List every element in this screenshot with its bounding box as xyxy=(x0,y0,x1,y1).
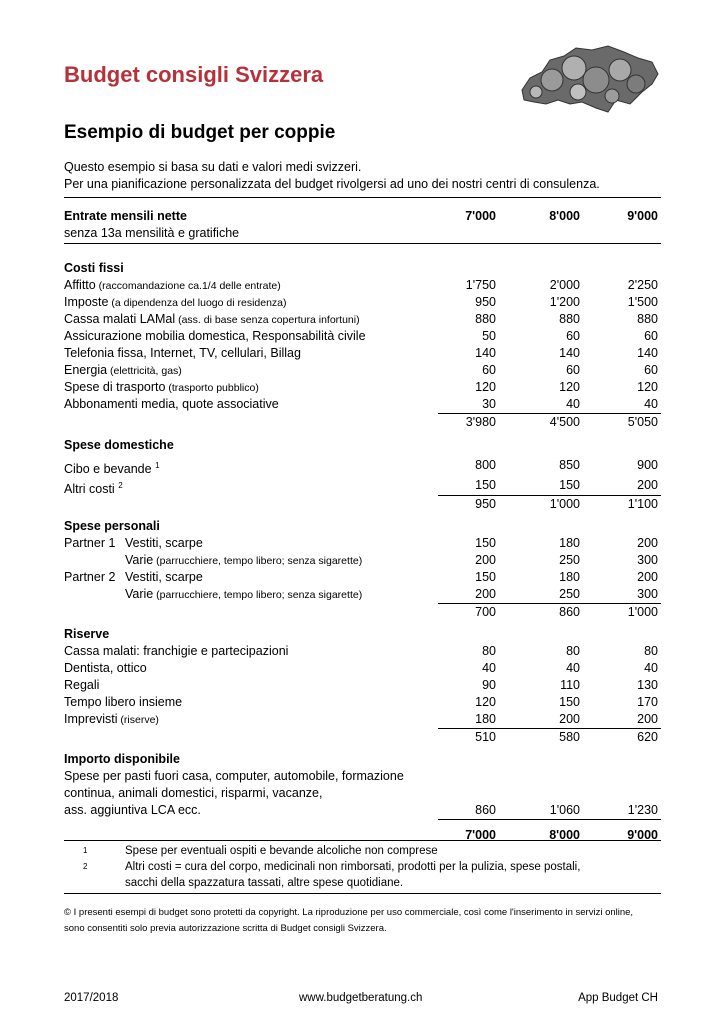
footnote-ref: 2 xyxy=(118,481,123,490)
row-value: 110 xyxy=(560,678,580,692)
row-value: 800 xyxy=(475,458,496,472)
row-value: 40 xyxy=(566,397,580,411)
subtotal-row xyxy=(438,413,661,431)
row-value: 200 xyxy=(637,712,658,726)
intro-line: Questo esempio si basa su dati e valori medi svizzeri. xyxy=(64,160,362,174)
partner-label: Partner 1 xyxy=(64,536,116,550)
row-note: (riserve) xyxy=(117,714,159,726)
row-value: 60 xyxy=(566,329,580,343)
budget-row xyxy=(64,643,661,660)
row-label: Cibo e bevande xyxy=(64,462,152,477)
row-note: (a dipendenza del luogo di residenza) xyxy=(108,297,287,309)
brand-title: Budget consigli Svizzera xyxy=(64,62,324,87)
subtotal-value: 860 xyxy=(559,605,580,619)
row-label: Energia xyxy=(64,363,108,377)
row-value: 150 xyxy=(559,695,580,709)
row-value: 880 xyxy=(637,312,658,326)
row-value: 40 xyxy=(566,661,580,675)
subtotal-value: 1'000 xyxy=(549,497,580,511)
row-value: 80 xyxy=(482,644,496,658)
row-label: Vestiti, scarpe xyxy=(125,570,203,584)
row-value: 200 xyxy=(637,478,658,492)
budget-row xyxy=(64,586,661,603)
swiss-coins-map-icon xyxy=(512,42,662,114)
budget-row xyxy=(64,711,661,728)
row-note: (elettricità, gas) xyxy=(107,365,182,377)
income-sub: senza 13a mensilità e gratifiche xyxy=(64,226,240,240)
row-value: 880 xyxy=(475,312,496,326)
row-value: 150 xyxy=(559,478,580,492)
row-label: Assicurazione mobilia domestica, Responsabilità civile xyxy=(64,329,366,343)
section-heading: Spese personali xyxy=(64,519,160,533)
footer-url[interactable]: www.budgetberatung.ch xyxy=(299,992,423,1004)
income-sub-row xyxy=(64,225,661,242)
row-value: 120 xyxy=(559,380,580,394)
row-value: 140 xyxy=(475,346,496,360)
footnote xyxy=(64,859,661,891)
row-value: 1'200 xyxy=(549,295,580,309)
budget-row xyxy=(64,396,661,413)
row-label: Cassa malati: franchigie e partecipazioni xyxy=(64,644,289,658)
subtotal-value: 5'050 xyxy=(627,415,658,429)
row-value: 140 xyxy=(637,346,658,360)
subtotal-value: 620 xyxy=(637,730,658,744)
income-value: 9'000 xyxy=(627,209,658,223)
row-label: Imprevisti xyxy=(64,712,118,726)
row-value: 200 xyxy=(637,570,658,584)
partner-label: Partner 2 xyxy=(64,570,116,584)
income-row xyxy=(64,208,661,225)
budget-row xyxy=(64,277,661,294)
row-value: 2'250 xyxy=(627,278,658,292)
row-value: 90 xyxy=(482,678,496,692)
available-line: continua, animali domestici, risparmi, vacanze, xyxy=(64,786,323,800)
row-value: 140 xyxy=(559,346,580,360)
budget-row xyxy=(64,345,661,362)
row-note: (parrucchiere, tempo libero; senza sigarette) xyxy=(153,589,363,601)
row-note: (parrucchiere, tempo libero; senza sigarette) xyxy=(153,555,363,567)
section-heading: Costi fissi xyxy=(64,261,124,275)
row-value: 60 xyxy=(566,363,580,377)
row-value: 50 xyxy=(482,329,496,343)
row-value: 880 xyxy=(559,312,580,326)
subtotal-row xyxy=(438,603,661,621)
row-label: Altri costi xyxy=(64,482,115,497)
grand-total-value: 7'000 xyxy=(465,828,496,842)
budget-row xyxy=(64,569,661,586)
row-label: Affitto xyxy=(64,278,96,292)
row-value: 1'500 xyxy=(627,295,658,309)
subtotal-value: 4'500 xyxy=(549,415,580,429)
row-value: 1'750 xyxy=(465,278,496,292)
budget-table xyxy=(64,197,661,850)
row-value: 60 xyxy=(644,329,658,343)
subtotal-value: 580 xyxy=(559,730,580,744)
row-value: 2'000 xyxy=(549,278,580,292)
row-value: 200 xyxy=(637,536,658,550)
row-value: 300 xyxy=(637,553,658,567)
grand-total-value: 8'000 xyxy=(549,828,580,842)
row-value: 950 xyxy=(475,295,496,309)
intro-line: Per una pianificazione personalizzata del budget rivolgersi ad uno dei nostri centri di consulenza. xyxy=(64,177,600,191)
intro-text xyxy=(64,159,600,193)
row-value: 150 xyxy=(475,536,496,550)
row-value: 250 xyxy=(559,553,580,567)
row-value: 60 xyxy=(482,363,496,377)
page-title: Esempio di budget per coppie xyxy=(64,122,336,143)
income-value: 7'000 xyxy=(465,209,496,223)
budget-row xyxy=(64,535,661,552)
subtotal-value: 1'000 xyxy=(627,605,658,619)
budget-row xyxy=(64,362,661,379)
row-value: 200 xyxy=(475,587,496,601)
copyright-line: sono consentiti solo previa autorizzazione scritta di Budget consigli Svizzera. xyxy=(64,923,387,934)
footnote-ref: 1 xyxy=(155,461,160,470)
section-heading: Importo disponibile xyxy=(64,752,180,766)
row-value: 150 xyxy=(475,478,496,492)
row-value: 200 xyxy=(475,553,496,567)
footer-app: App Budget CH xyxy=(578,992,658,1004)
subtotal-value: 950 xyxy=(475,497,496,511)
section-heading: Riserve xyxy=(64,627,110,641)
row-label: Regali xyxy=(64,678,100,692)
footnote-text: sacchi della spazzatura tassati, altre spese quotidiane. xyxy=(125,877,404,889)
row-value: 40 xyxy=(644,661,658,675)
row-label: Varie xyxy=(125,587,154,601)
budget-row xyxy=(64,802,661,819)
budget-row xyxy=(64,474,661,497)
row-value: 60 xyxy=(644,363,658,377)
subtotal-row xyxy=(438,495,661,513)
footnote-number: 2 xyxy=(83,862,88,871)
row-value: 150 xyxy=(475,570,496,584)
footnote-text: Spese per eventuali ospiti e bevande alcoliche non comprese xyxy=(125,845,438,857)
budget-row xyxy=(64,454,661,477)
footnotes xyxy=(64,840,661,894)
row-value: 120 xyxy=(475,695,496,709)
subtotal-row xyxy=(438,728,661,746)
row-label: Imposte xyxy=(64,295,109,309)
row-note: (raccomandazione ca.1/4 delle entrate) xyxy=(95,280,281,292)
row-value: 180 xyxy=(559,536,580,550)
row-value: 40 xyxy=(644,397,658,411)
income-label: Entrate mensili nette xyxy=(64,209,187,223)
row-label: ass. aggiuntiva LCA ecc. xyxy=(64,803,201,817)
budget-row xyxy=(64,311,661,328)
footer-year: 2017/2018 xyxy=(64,992,119,1004)
row-value: 120 xyxy=(475,380,496,394)
budget-row xyxy=(64,379,661,396)
row-value: 120 xyxy=(637,380,658,394)
row-label: Vestiti, scarpe xyxy=(125,536,203,550)
row-note: (ass. di base senza copertura infortuni) xyxy=(175,314,360,326)
income-value: 8'000 xyxy=(549,209,580,223)
row-value: 180 xyxy=(475,712,496,726)
row-value: 130 xyxy=(637,678,658,692)
row-value: 200 xyxy=(559,712,580,726)
row-label: Tempo libero insieme xyxy=(64,695,183,709)
copyright-line: © I presenti esempi di budget sono protetti da copyright. La riproduzione per uso commerciale, così come l'inserimento in servizi online, xyxy=(64,907,634,918)
row-label: Spese di trasporto xyxy=(64,380,166,394)
row-value: 900 xyxy=(637,458,658,472)
row-label: Dentista, ottico xyxy=(64,661,147,675)
budget-row xyxy=(64,328,661,345)
row-value: 170 xyxy=(637,695,658,709)
row-value: 80 xyxy=(644,644,658,658)
row-value: 40 xyxy=(482,661,496,675)
grand-total-value: 9'000 xyxy=(627,828,658,842)
row-label: Varie xyxy=(125,553,154,567)
subtotal-value: 1'100 xyxy=(627,497,658,511)
row-value: 850 xyxy=(559,458,580,472)
row-label: Abbonamenti media, quote associative xyxy=(64,397,279,411)
budget-row xyxy=(64,294,661,311)
row-value: 80 xyxy=(566,644,580,658)
budget-row xyxy=(64,552,661,569)
budget-row xyxy=(64,660,661,677)
available-line: Spese per pasti fuori casa, computer, automobile, formazione xyxy=(64,769,404,783)
row-value: 860 xyxy=(475,803,496,817)
row-note: (trasporto pubblico) xyxy=(165,382,259,394)
row-value: 250 xyxy=(559,587,580,601)
row-label: Cassa malati LAMal xyxy=(64,312,176,326)
divider xyxy=(64,893,661,894)
footnote-text: Altri costi = cura del corpo, medicinali non rimborsati, prodotti per la pulizia, spese postali, xyxy=(125,861,581,873)
row-label: Telefonia fissa, Internet, TV, cellulari, Billag xyxy=(64,346,301,360)
footnote xyxy=(64,843,661,859)
row-value: 300 xyxy=(637,587,658,601)
budget-row xyxy=(64,694,661,711)
divider xyxy=(64,840,661,841)
subtotal-value: 700 xyxy=(475,605,496,619)
section-heading: Spese domestiche xyxy=(64,438,174,452)
footnote-number: 1 xyxy=(83,846,88,855)
row-value: 1'230 xyxy=(627,803,658,817)
subtotal-value: 510 xyxy=(475,730,496,744)
budget-row xyxy=(64,677,661,694)
copyright-notice xyxy=(64,905,661,937)
row-value: 1'060 xyxy=(549,803,580,817)
subtotal-value: 3'980 xyxy=(465,415,496,429)
row-value: 30 xyxy=(482,397,496,411)
row-value: 180 xyxy=(559,570,580,584)
